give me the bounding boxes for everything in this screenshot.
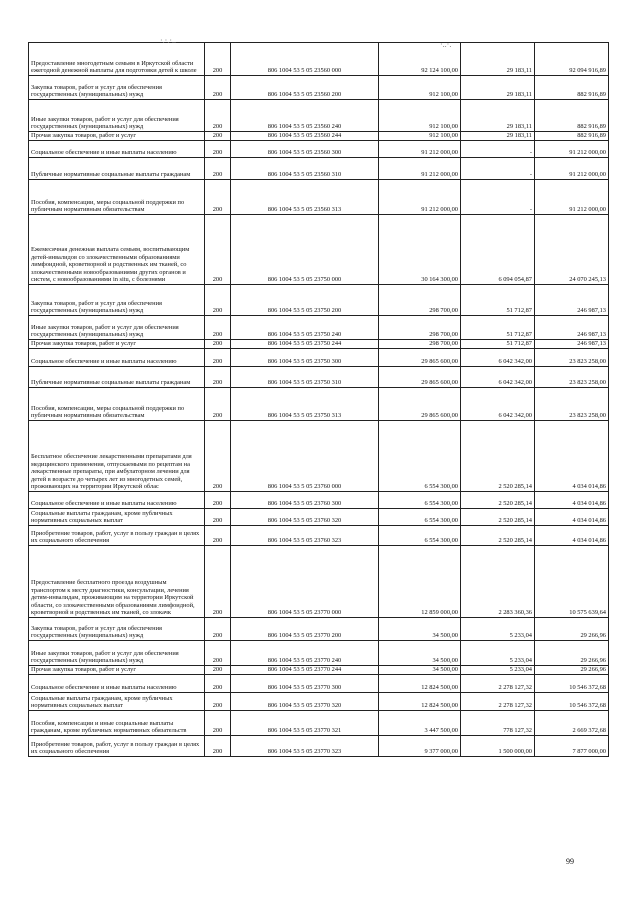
row-executed-cell: 5 233,04	[461, 666, 535, 675]
row-code-cell: 200	[205, 736, 231, 757]
row-code-cell: 200	[205, 76, 231, 100]
table-row	[29, 421, 609, 492]
row-remaining-cell: 23 823 258,00	[535, 367, 609, 388]
row-kbk-cell: 806 1004 53 5 05 23770 000	[231, 546, 379, 618]
row-executed-cell: -	[461, 141, 535, 158]
row-code-cell: 200	[205, 388, 231, 421]
row-code-cell: 200	[205, 675, 231, 693]
row-executed-cell: 778 127,32	[461, 711, 535, 736]
row-planned-cell: 6 554 300,00	[379, 492, 461, 509]
row-remaining-cell: 246 987,13	[535, 285, 609, 316]
row-kbk-cell: 806 1004 53 5 05 23560 313	[231, 180, 379, 215]
row-remaining-cell: 2 669 372,68	[535, 711, 609, 736]
row-kbk-cell: 806 1004 53 5 05 23560 200	[231, 76, 379, 100]
row-remaining-cell: 91 212 000,00	[535, 180, 609, 215]
row-remaining-cell: 246 987,13	[535, 316, 609, 340]
row-planned-cell: 9 377 000,00	[379, 736, 461, 757]
row-name-cell: Приобретение товаров, работ, услуг в пользу граждан в целях их социального обеспечения	[29, 736, 205, 757]
row-code-cell: 200	[205, 285, 231, 316]
row-kbk-cell: 806 1004 53 5 05 23560 244	[231, 132, 379, 141]
table-row	[29, 367, 609, 388]
table-row	[29, 618, 609, 641]
row-executed-cell: 2 520 285,14	[461, 526, 535, 546]
row-kbk-cell: 806 1004 53 5 05 23770 244	[231, 666, 379, 675]
row-remaining-cell: 4 034 014,86	[535, 492, 609, 509]
row-planned-cell: 912 100,00	[379, 76, 461, 100]
table-row	[29, 285, 609, 316]
row-executed-cell: -	[461, 180, 535, 215]
row-remaining-cell: 4 034 014,86	[535, 421, 609, 492]
row-name-cell: Иные закупки товаров, работ и услуг для обеспечения государственных (муниципальных) нужд	[29, 100, 205, 132]
table-row	[29, 711, 609, 736]
row-remaining-cell: 92 094 916,89	[535, 43, 609, 76]
row-planned-cell: 6 554 300,00	[379, 421, 461, 492]
row-executed-cell: -	[461, 158, 535, 180]
row-kbk-cell: 806 1004 53 5 05 23560 300	[231, 141, 379, 158]
row-kbk-cell: 806 1004 53 5 05 23770 321	[231, 711, 379, 736]
row-planned-cell: 91 212 000,00	[379, 180, 461, 215]
row-planned-cell: 298 700,00	[379, 316, 461, 340]
row-planned-cell: 91 212 000,00	[379, 141, 461, 158]
table-row	[29, 349, 609, 367]
table-row	[29, 180, 609, 215]
row-code-cell: 200	[205, 618, 231, 641]
row-remaining-cell: 29 266,96	[535, 641, 609, 666]
row-name-cell: Публичные нормативные социальные выплаты гражданам	[29, 158, 205, 180]
row-kbk-cell: 806 1004 53 5 05 23560 240	[231, 100, 379, 132]
row-kbk-cell: 806 1004 53 5 05 23750 310	[231, 367, 379, 388]
row-remaining-cell: 91 212 000,00	[535, 158, 609, 180]
row-name-cell: Предоставление многодетным семьям в Иркутской области ежегодной денежной выплаты для подготовки детей к школе	[29, 43, 205, 76]
scan-artifact: ·.·.·..	[160, 36, 176, 45]
row-remaining-cell: 4 034 014,86	[535, 509, 609, 526]
row-code-cell: 200	[205, 509, 231, 526]
table-body	[29, 43, 609, 757]
table-row	[29, 43, 609, 76]
row-code-cell: 200	[205, 711, 231, 736]
row-executed-cell: 6 042 342,00	[461, 349, 535, 367]
table-row	[29, 693, 609, 711]
row-kbk-cell: 806 1004 53 5 05 23750 313	[231, 388, 379, 421]
table-row	[29, 666, 609, 675]
row-name-cell: Иные закупки товаров, работ и услуг для обеспечения государственных (муниципальных) нужд	[29, 316, 205, 340]
row-executed-cell: 2 278 127,32	[461, 675, 535, 693]
row-kbk-cell: 806 1004 53 5 05 23760 300	[231, 492, 379, 509]
row-planned-cell: 92 124 100,00	[379, 43, 461, 76]
row-remaining-cell: 29 266,96	[535, 618, 609, 641]
row-remaining-cell: 4 034 014,86	[535, 526, 609, 546]
table-row	[29, 158, 609, 180]
row-kbk-cell: 806 1004 53 5 05 23750 244	[231, 340, 379, 349]
table-row	[29, 76, 609, 100]
row-name-cell: Приобретение товаров, работ, услуг в пользу граждан в целях их социального обеспечения	[29, 526, 205, 546]
row-remaining-cell: 246 987,13	[535, 340, 609, 349]
row-remaining-cell: 10 546 372,68	[535, 675, 609, 693]
table-row	[29, 736, 609, 757]
row-executed-cell: 29 183,11	[461, 132, 535, 141]
table-row	[29, 141, 609, 158]
row-executed-cell: 29 183,11	[461, 100, 535, 132]
row-kbk-cell: 806 1004 53 5 05 23750 300	[231, 349, 379, 367]
row-remaining-cell: 29 266,96	[535, 666, 609, 675]
page-number: 99	[566, 857, 574, 866]
row-name-cell: Бесплатное обеспечение лекарственными препаратами для медицинского применения, отпускаемыми по рецептам на лекарственные препараты, при амбулаторном лечении для детей в возрасте до четырех лет из многодетных семей, проживающих на территории Иркутской облас	[29, 421, 205, 492]
row-name-cell: Социальное обеспечение и иные выплаты населению	[29, 492, 205, 509]
row-name-cell: Социальные выплаты гражданам, кроме публичных нормативных социальных выплат	[29, 509, 205, 526]
table-row	[29, 100, 609, 132]
row-name-cell: Прочая закупка товаров, работ и услуг	[29, 340, 205, 349]
row-name-cell: Пособия, компенсации и иные социальные выплаты гражданам, кроме публичных нормативных обязательств	[29, 711, 205, 736]
row-name-cell: Предоставление бесплатного проезда воздушным транспортом к месту диагностики, консультации, лечения детям-инвалидам, проживающим на территории Иркутской области, со злокачественными образованиями лимфоидной, кроветворной и родственных им тканей, со злокачк	[29, 546, 205, 618]
row-executed-cell: 51 712,87	[461, 285, 535, 316]
row-name-cell: Ежемесячная денежная выплата семьям, воспитывающим детей-инвалидов со злокачественными образованиями лимфоидной, кроветворной и родственных им тканей, со злокачественными новообразованиями других органов и систем, с новообразованиями in situ, с болезнями	[29, 215, 205, 285]
row-executed-cell: 29 183,11	[461, 43, 535, 76]
row-code-cell: 200	[205, 100, 231, 132]
table-row	[29, 388, 609, 421]
row-planned-cell: 34 500,00	[379, 618, 461, 641]
row-remaining-cell: 10 546 372,68	[535, 693, 609, 711]
row-planned-cell: 29 865 600,00	[379, 367, 461, 388]
row-code-cell: 200	[205, 492, 231, 509]
table-row	[29, 492, 609, 509]
scan-artifact: ·..·.	[440, 40, 452, 49]
row-code-cell: 200	[205, 421, 231, 492]
table-row	[29, 675, 609, 693]
row-planned-cell: 34 500,00	[379, 641, 461, 666]
row-planned-cell: 912 100,00	[379, 100, 461, 132]
row-planned-cell: 91 212 000,00	[379, 158, 461, 180]
row-planned-cell: 3 447 500,00	[379, 711, 461, 736]
row-kbk-cell: 806 1004 53 5 05 23770 240	[231, 641, 379, 666]
row-executed-cell: 2 283 360,36	[461, 546, 535, 618]
table-row	[29, 509, 609, 526]
row-remaining-cell: 882 916,89	[535, 100, 609, 132]
row-kbk-cell: 806 1004 53 5 05 23770 320	[231, 693, 379, 711]
row-executed-cell: 2 520 285,14	[461, 509, 535, 526]
row-executed-cell: 2 520 285,14	[461, 492, 535, 509]
row-kbk-cell: 806 1004 53 5 05 23760 000	[231, 421, 379, 492]
row-code-cell: 200	[205, 132, 231, 141]
table-row	[29, 641, 609, 666]
row-kbk-cell: 806 1004 53 5 05 23750 200	[231, 285, 379, 316]
table-row	[29, 132, 609, 141]
row-code-cell: 200	[205, 158, 231, 180]
row-name-cell: Прочая закупка товаров, работ и услуг	[29, 666, 205, 675]
row-name-cell: Пособия, компенсации, меры социальной поддержки по публичным нормативным обязательствам	[29, 388, 205, 421]
table-row	[29, 316, 609, 340]
row-name-cell: Пособия, компенсации, меры социальной поддержки по публичным нормативным обязательствам	[29, 180, 205, 215]
row-code-cell: 200	[205, 546, 231, 618]
row-kbk-cell: 806 1004 53 5 05 23770 300	[231, 675, 379, 693]
row-name-cell: Социальные выплаты гражданам, кроме публичных нормативных социальных выплат	[29, 693, 205, 711]
row-kbk-cell: 806 1004 53 5 05 23770 323	[231, 736, 379, 757]
row-code-cell: 200	[205, 340, 231, 349]
row-kbk-cell: 806 1004 53 5 05 23770 200	[231, 618, 379, 641]
row-code-cell: 200	[205, 316, 231, 340]
row-kbk-cell: 806 1004 53 5 05 23750 240	[231, 316, 379, 340]
table-row	[29, 215, 609, 285]
row-planned-cell: 29 865 600,00	[379, 349, 461, 367]
row-planned-cell: 12 824 500,00	[379, 675, 461, 693]
row-planned-cell: 6 554 300,00	[379, 509, 461, 526]
row-executed-cell: 29 183,11	[461, 76, 535, 100]
row-executed-cell: 2 278 127,32	[461, 693, 535, 711]
row-planned-cell: 12 859 000,00	[379, 546, 461, 618]
row-code-cell: 200	[205, 349, 231, 367]
row-code-cell: 200	[205, 641, 231, 666]
row-code-cell: 200	[205, 693, 231, 711]
row-code-cell: 200	[205, 180, 231, 215]
row-kbk-cell: 806 1004 53 5 05 23760 323	[231, 526, 379, 546]
row-executed-cell: 2 520 285,14	[461, 421, 535, 492]
row-name-cell: Закупка товаров, работ и услуг для обеспечения государственных (муниципальных) нужд	[29, 76, 205, 100]
row-name-cell: Социальное обеспечение и иные выплаты населению	[29, 349, 205, 367]
row-executed-cell: 1 500 000,00	[461, 736, 535, 757]
table-row	[29, 340, 609, 349]
row-planned-cell: 12 824 500,00	[379, 693, 461, 711]
row-remaining-cell: 91 212 000,00	[535, 141, 609, 158]
row-code-cell: 200	[205, 666, 231, 675]
row-planned-cell: 298 700,00	[379, 340, 461, 349]
row-kbk-cell: 806 1004 53 5 05 23760 320	[231, 509, 379, 526]
row-remaining-cell: 7 877 000,00	[535, 736, 609, 757]
row-kbk-cell: 806 1004 53 5 05 23750 000	[231, 215, 379, 285]
row-remaining-cell: 23 823 258,00	[535, 388, 609, 421]
row-name-cell: Публичные нормативные социальные выплаты гражданам	[29, 367, 205, 388]
row-code-cell: 200	[205, 43, 231, 76]
row-remaining-cell: 24 070 245,13	[535, 215, 609, 285]
row-name-cell: Иные закупки товаров, работ и услуг для обеспечения государственных (муниципальных) нужд	[29, 641, 205, 666]
row-planned-cell: 34 500,00	[379, 666, 461, 675]
row-kbk-cell: 806 1004 53 5 05 23560 000	[231, 43, 379, 76]
row-planned-cell: 912 100,00	[379, 132, 461, 141]
row-executed-cell: 6 042 342,00	[461, 367, 535, 388]
row-remaining-cell: 882 916,89	[535, 76, 609, 100]
row-remaining-cell: 882 916,89	[535, 132, 609, 141]
row-remaining-cell: 23 823 258,00	[535, 349, 609, 367]
row-executed-cell: 51 712,87	[461, 340, 535, 349]
row-planned-cell: 29 865 600,00	[379, 388, 461, 421]
row-code-cell: 200	[205, 141, 231, 158]
row-remaining-cell: 10 575 639,64	[535, 546, 609, 618]
row-planned-cell: 6 554 300,00	[379, 526, 461, 546]
row-name-cell: Социальное обеспечение и иные выплаты населению	[29, 141, 205, 158]
budget-table-container	[28, 42, 608, 757]
row-name-cell: Прочая закупка товаров, работ и услуг	[29, 132, 205, 141]
row-code-cell: 200	[205, 526, 231, 546]
row-executed-cell: 6 042 342,00	[461, 388, 535, 421]
table-row	[29, 526, 609, 546]
row-kbk-cell: 806 1004 53 5 05 23560 310	[231, 158, 379, 180]
row-name-cell: Закупка товаров, работ и услуг для обеспечения государственных (муниципальных) нужд	[29, 285, 205, 316]
row-planned-cell: 30 164 300,00	[379, 215, 461, 285]
row-name-cell: Социальное обеспечение и иные выплаты населению	[29, 675, 205, 693]
budget-execution-table	[28, 42, 609, 757]
row-executed-cell: 5 233,04	[461, 641, 535, 666]
row-executed-cell: 51 712,87	[461, 316, 535, 340]
row-planned-cell: 298 700,00	[379, 285, 461, 316]
row-name-cell: Закупка товаров, работ и услуг для обеспечения государственных (муниципальных) нужд	[29, 618, 205, 641]
row-executed-cell: 6 094 054,87	[461, 215, 535, 285]
row-code-cell: 200	[205, 215, 231, 285]
table-row	[29, 546, 609, 618]
row-code-cell: 200	[205, 367, 231, 388]
row-executed-cell: 5 233,04	[461, 618, 535, 641]
